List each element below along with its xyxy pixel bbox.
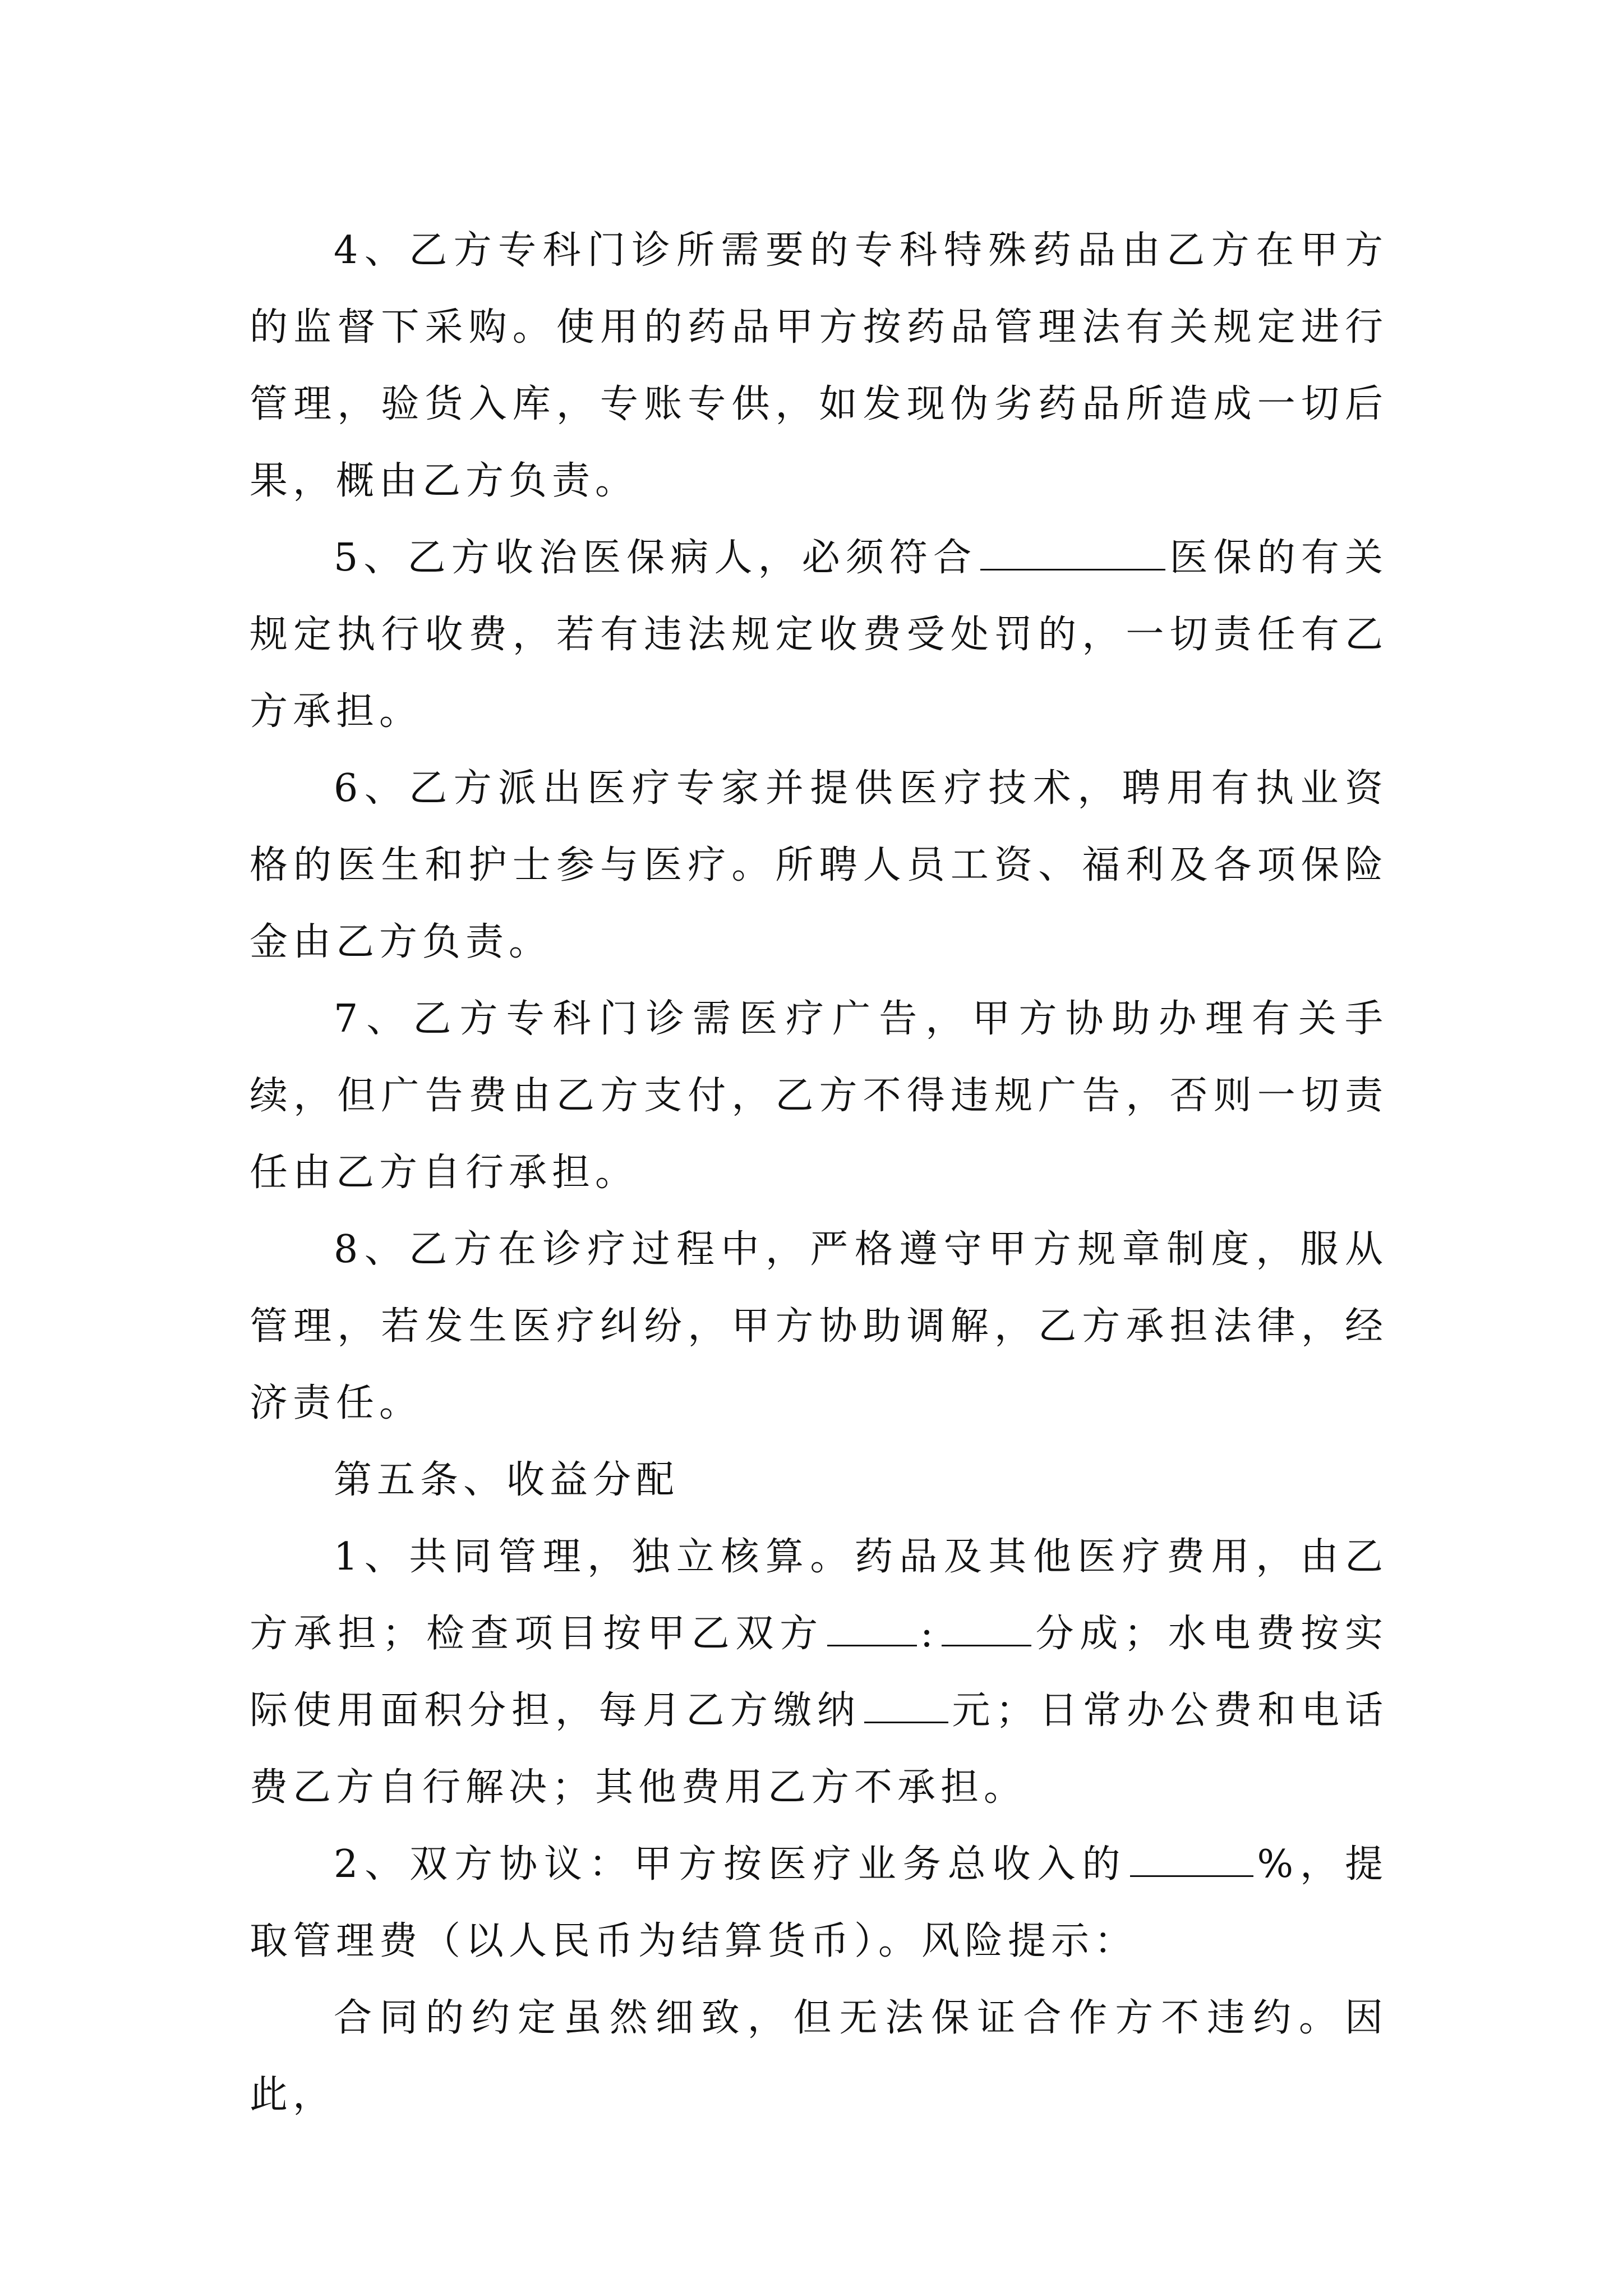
clause-4: 4、乙方专科门诊所需要的专科特殊药品由乙方在甲方的监督下采购。使用的药品甲方按药品管理法有关规定进行管理，验货入库，专账专供，如发现伪劣药品所造成一切后果，概由乙方负责。 — [250, 228, 1388, 503]
clause-5 — [250, 519, 1388, 750]
revenue-clause-2-part-b: %，提取管理费（以人民币为结算货币）。风险提示： — [250, 1842, 1388, 1963]
clause-5-part-2: 医保的有关规定执行收费，若有违法规定收费受处罚的，一切责任有乙方承担。 — [250, 536, 1388, 734]
risk-warning-text: 合同的约定虽然细致，但无法保证合作方不违约。因此， — [250, 1996, 1388, 2117]
revenue-clause-1-part-d: 元；日常办公费和电话费乙方自行解决；其他费用乙方不承担。 — [250, 1688, 1388, 1810]
revenue-clause-2-part-a: 2、双方协议：甲方按医疗业务总收入的 — [334, 1842, 1127, 1887]
clause-7: 7、乙方专科门诊需医疗广告，甲方协助办理有关手续，但广告费由乙方支付，乙方不得违规广告，否则一切责任由乙方自行承担。 — [250, 997, 1388, 1195]
fill-in-blank-ratio-b[interactable] — [942, 1610, 1031, 1646]
section-title: 第五条、收益分配 — [334, 1458, 680, 1502]
document-page — [250, 212, 1388, 2133]
fill-in-blank-ratio-a[interactable] — [827, 1610, 917, 1646]
revenue-clause-2 — [250, 1826, 1388, 1980]
clause-5-part-1: 5、乙方收治医保病人，必须符合 — [334, 536, 978, 580]
revenue-clause-1-part-a: 1、共同管理，独立核算。药品及其他医疗费用，由乙方承担；检查项目按甲乙双方 — [250, 1535, 1388, 1656]
ratio-colon: : — [920, 1612, 938, 1656]
fill-in-blank-insurance[interactable] — [980, 534, 1165, 570]
clause-6: 6、乙方派出医疗专家并提供医疗技术，聘用有执业资格的医生和护士参与医疗。所聘人员工资、福利及各项保险金由乙方负责。 — [250, 766, 1388, 964]
fill-in-blank-utility-fee[interactable] — [864, 1687, 948, 1723]
revenue-clause-1-part-c: 分成；水电费按实际使用面积分担，每月乙方缴纳 — [250, 1612, 1388, 1733]
fill-in-blank-percentage[interactable] — [1130, 1841, 1253, 1877]
revenue-clause-1 — [250, 1519, 1388, 1826]
clause-8: 8、乙方在诊疗过程中，严格遵守甲方规章制度，服从管理，若发生医疗纠纷，甲方协助调解，乙方承担法律，经济责任。 — [250, 1227, 1388, 1425]
